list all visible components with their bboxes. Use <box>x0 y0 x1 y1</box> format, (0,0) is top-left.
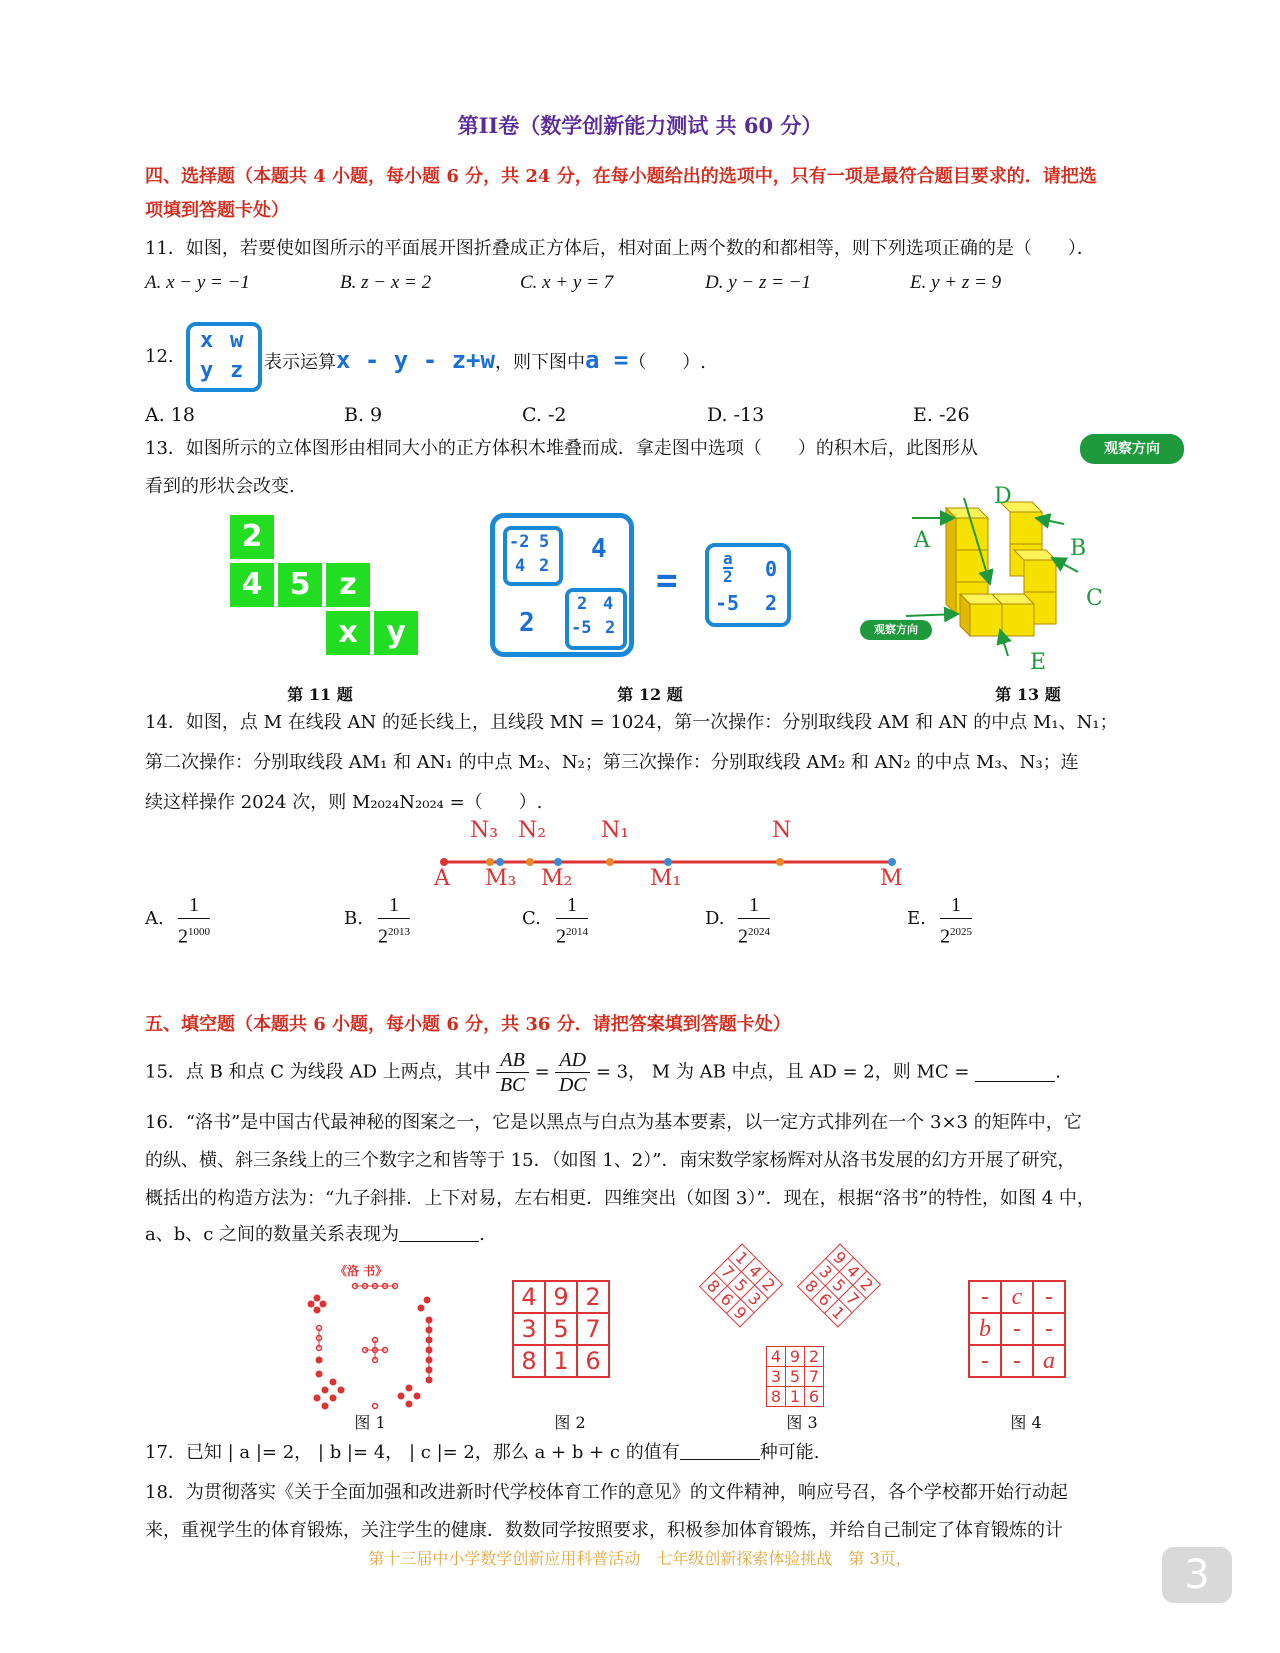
q12-result-fraction <box>723 551 733 585</box>
net-cell: 4 <box>230 563 274 607</box>
base: 2 <box>940 925 950 948</box>
dot <box>398 1393 405 1400</box>
q12-operation: x - y - z+w <box>336 346 495 374</box>
numerator: AD <box>555 1048 590 1073</box>
cell: 4 <box>513 1281 545 1313</box>
net-cell: 2 <box>230 515 274 559</box>
page-footer: 第十三届中小学数学创新应用科普活动 七年级创新探索体验挑战 第 3页， <box>368 1549 912 1568</box>
exponent: 2013 <box>388 926 410 938</box>
section4-header-line1: 四、选择题（本题共 4 小题，每小题 6 分，共 24 分，在每小题给出的选项中，只有一项是最符合题目要求的．请把选 <box>145 166 1097 187</box>
q14-option-b <box>378 892 410 950</box>
q12-option-d: D. -13 <box>707 404 765 426</box>
cell: a <box>1033 1345 1065 1377</box>
denominator <box>940 919 972 950</box>
cell: 6 <box>713 1286 741 1314</box>
cell: 4 <box>515 556 526 576</box>
cell: 3 <box>513 1313 545 1345</box>
denominator: DC <box>558 1074 587 1096</box>
cell: 3 <box>741 1285 769 1313</box>
cell: 1 <box>728 1244 756 1272</box>
cell: 2 <box>755 1271 783 1299</box>
cell: - <box>969 1281 1001 1313</box>
label-e: E <box>1030 650 1047 675</box>
cell: 5 <box>539 532 550 552</box>
point-n1 <box>606 858 614 866</box>
cell: 4 <box>603 594 614 614</box>
cell: - <box>969 1345 1001 1377</box>
cell: -5 <box>571 618 592 638</box>
q15-text-a: 15．点 B 和点 C 为线段 AD 上两点，其中 <box>145 1061 491 1083</box>
cell: 6 <box>577 1345 609 1377</box>
section4-header-line2: 项填到答题卡处） <box>145 200 289 221</box>
numerator: 1 <box>556 892 588 919</box>
cell: 9 <box>826 1244 854 1272</box>
cell: 8 <box>513 1345 545 1377</box>
label-a: A <box>434 866 450 891</box>
dot <box>373 1404 378 1409</box>
cell: 2 <box>805 1347 824 1367</box>
cell: 7 <box>805 1367 824 1387</box>
cell: 5 <box>727 1272 755 1300</box>
cube-face <box>970 604 1002 636</box>
q13-caption: 第 13 题 <box>995 685 1061 704</box>
q16-line4-end: . <box>479 1224 485 1245</box>
q12-var-a: a = <box>584 346 629 374</box>
fig4-caption: 图 4 <box>1010 1413 1042 1432</box>
q15-answer-blank <box>975 1063 1055 1082</box>
base: 2 <box>556 925 566 948</box>
q13-text-b: 看到的形状会改变. <box>145 476 295 497</box>
cube-face <box>1010 512 1042 544</box>
q14-option-c <box>556 892 588 950</box>
dot <box>406 1385 413 1392</box>
q11-caption: 第 11 题 <box>287 685 353 704</box>
diamond-grid-2 <box>797 1243 881 1327</box>
label-n1: N₁ <box>601 818 630 843</box>
q18-line1: 18．为贯彻落实《关于全面加强和改进新时代学校体育工作的意见》的文件精神，响应号召，各个学校都开始行动起 <box>145 1482 1068 1503</box>
q16-line4 <box>145 1218 1210 1252</box>
dot <box>414 1393 421 1400</box>
label-n2: N₂ <box>518 818 547 843</box>
cell: -2 <box>509 532 530 552</box>
cell: c <box>1001 1281 1033 1313</box>
q14-option-d <box>738 892 770 950</box>
label-c: C <box>1086 586 1103 611</box>
dot <box>338 1387 345 1394</box>
cell: 2 <box>853 1271 881 1299</box>
denominator: BC <box>499 1074 526 1096</box>
point-m2 <box>554 858 562 866</box>
base: 2 <box>178 925 188 948</box>
luoshu-title: 《洛 书》 <box>335 1264 388 1278</box>
q12-operator-box <box>186 322 262 392</box>
point-n3 <box>486 858 494 866</box>
cell: 0 <box>765 557 778 581</box>
magic-square-fig3 <box>766 1346 824 1407</box>
cell: 6 <box>805 1387 824 1407</box>
dot <box>322 1387 329 1394</box>
diamond-grid-1 <box>699 1243 783 1327</box>
cell: 2 <box>577 1281 609 1313</box>
exponent: 2014 <box>566 926 588 938</box>
arrow-view <box>906 614 958 616</box>
cell: 3 <box>767 1367 786 1387</box>
q12-equals: = <box>656 560 678 601</box>
q13-view-direction-small: 观察方向 <box>860 620 932 640</box>
exponent: 2025 <box>950 926 972 938</box>
fig3-caption: 图 3 <box>786 1413 818 1432</box>
base: 2 <box>378 925 388 948</box>
denominator <box>738 919 770 950</box>
cell: 7 <box>577 1313 609 1345</box>
base: 2 <box>738 925 748 948</box>
cube-face <box>1002 604 1034 636</box>
q14-option-e-letter: E. <box>907 908 926 929</box>
q12-number: 12. <box>145 346 174 367</box>
q13-text-a: 13．如图所示的立体图形由相同大小的正方体积木堆叠而成．拿走图中选项（ ）的积木后，此图形从 <box>145 438 978 459</box>
cell: 4 <box>839 1258 867 1286</box>
q15-frac-ab-bc <box>496 1048 528 1097</box>
q12-option-e: E. -26 <box>913 404 970 426</box>
dot <box>314 1295 321 1302</box>
q11-option-a: A. x − y = −1 <box>145 272 250 293</box>
dot <box>424 1297 431 1304</box>
q11-option-d: D. y − z = −1 <box>705 272 812 293</box>
cell: 4 <box>767 1347 786 1367</box>
cell: 4 <box>591 534 607 564</box>
net-cell: x <box>326 611 370 655</box>
cell: - <box>1001 1345 1033 1377</box>
q14-option-e <box>940 892 972 950</box>
numerator: 1 <box>738 892 770 919</box>
cell: 2 <box>577 594 588 614</box>
section5-header: 五、填空题（本题共 6 小题，每小题 6 分，共 36 分．请把答案填到答题卡处） <box>145 1014 791 1035</box>
q12-option-c: C. -2 <box>522 404 567 426</box>
dot <box>316 1357 323 1364</box>
point-m <box>888 858 896 866</box>
q14-line3: 续这样操作 2024 次，则 M₂₀₂₄N₂₀₂₄ =（ ）. <box>145 792 543 813</box>
q14-option-a-letter: A. <box>145 908 164 929</box>
q11-option-c: C. x + y = 7 <box>520 272 614 293</box>
q12-result-box <box>705 543 791 627</box>
point-m3 <box>496 858 504 866</box>
cell: 5 <box>786 1367 805 1387</box>
cell: - <box>1033 1281 1065 1313</box>
label-m: M <box>880 866 903 891</box>
cell: 9 <box>786 1347 805 1367</box>
cell: 7 <box>839 1285 867 1313</box>
cell: 5 <box>545 1313 577 1345</box>
cube-face <box>956 550 988 582</box>
dot <box>314 1307 321 1314</box>
dot <box>316 1371 323 1378</box>
numerator: 1 <box>178 892 210 919</box>
q14-option-b-letter: B. <box>344 908 363 929</box>
cell: 9 <box>727 1299 755 1327</box>
cell: 1 <box>545 1345 577 1377</box>
luoshu-figure <box>305 1278 445 1418</box>
exponent: 2024 <box>748 926 770 938</box>
net-cell: 5 <box>278 563 322 607</box>
q11-option-b: B. z − x = 2 <box>340 272 432 293</box>
cell: - <box>1001 1313 1033 1345</box>
point-m1 <box>664 858 672 866</box>
q12-caption: 第 12 题 <box>617 685 683 704</box>
dot <box>322 1403 329 1410</box>
q14-line1: 14．如图，点 M 在线段 AN 的延长线上，且线段 MN = 1024，第一次操作：分别取线段 AM 和 AN 的中点 M₁、N₁； <box>145 712 1118 733</box>
q16-line2: 的纵、横、斜三条线上的三个数字之和皆等于 15．（如图 1、2）”．南宋数学家杨辉对从洛书发展的幻方开展了研究， <box>145 1150 1076 1171</box>
net-cell: y <box>374 611 418 655</box>
q13-cube-figure <box>860 488 1120 678</box>
cell: b <box>969 1313 1001 1345</box>
magic-square-fig4 <box>968 1280 1066 1378</box>
point-a <box>440 858 448 866</box>
magic-square-fig2 <box>512 1280 610 1378</box>
cell: 8 <box>767 1387 786 1407</box>
cell: 4 <box>741 1258 769 1286</box>
cell: 8 <box>700 1272 728 1300</box>
dot <box>418 1305 425 1312</box>
cell: 2 <box>765 591 778 615</box>
q12-text-a: 表示运算 <box>264 352 336 373</box>
denominator <box>556 919 588 950</box>
q12-result-num: a <box>723 549 733 568</box>
cell: 2 <box>605 618 616 638</box>
dot <box>406 1401 413 1408</box>
q15-line <box>145 1048 1061 1097</box>
cell: 9 <box>545 1281 577 1313</box>
q12-box-y: y <box>200 358 214 383</box>
label-a: A <box>914 528 930 553</box>
label-m1: M₁ <box>650 866 682 891</box>
cell: 5 <box>825 1272 853 1300</box>
q12-text-c: （ ）. <box>628 352 707 373</box>
q15-text-c: . <box>1055 1061 1061 1083</box>
q15-frac-ad-dc <box>555 1048 590 1097</box>
point-n2 <box>526 858 534 866</box>
numerator: AB <box>496 1048 528 1073</box>
q11-option-e: E. y + z = 9 <box>910 272 1002 293</box>
q16-line3: 概括出的构造方法为：“九子斜排．上下对易，左右相更．四维突出（如图 3）”．现在，根据“洛书”的特性，如图 4 中， <box>145 1188 1095 1209</box>
point-n <box>776 858 784 866</box>
cell: - <box>1033 1313 1065 1345</box>
dot <box>330 1395 337 1402</box>
q14-option-c-letter: C. <box>522 908 541 929</box>
label-m2: M₂ <box>541 866 573 891</box>
page-number-badge[interactable]: 3 <box>1162 1547 1232 1603</box>
q18-line2: 来，重视学生的体育锻炼，关注学生的健康．数数同学按照要求，积极参加体育锻炼，并给自己制定了体育锻炼的计 <box>145 1520 1063 1541</box>
page-title: 第II卷（数学创新能力测试 共 60 分） <box>457 113 823 138</box>
q17-answer-blank <box>680 1441 760 1460</box>
exponent: 1000 <box>188 926 210 938</box>
cell: 3 <box>812 1258 840 1286</box>
label-d: D <box>994 484 1012 509</box>
label-b: B <box>1070 536 1087 561</box>
dot <box>314 1395 321 1402</box>
q12-option-a: A. 18 <box>145 404 195 426</box>
dot <box>320 1301 327 1308</box>
fig1-caption: 图 1 <box>354 1413 386 1432</box>
fig2-caption: 图 2 <box>554 1413 586 1432</box>
dot <box>330 1379 337 1386</box>
q16-answer-blank <box>399 1223 479 1242</box>
q15-text-b: = 3， M 为 AB 中点，且 AD = 2，则 MC = <box>595 1061 970 1083</box>
cell: 8 <box>798 1272 826 1300</box>
q12-box-x: x <box>200 328 214 353</box>
cell: 1 <box>786 1387 805 1407</box>
q14-line2: 第二次操作：分别取线段 AM₁ 和 AN₁ 的中点 M₂、N₂；第三次操作：分别取线段 AM₂ 和 AN₂ 的中点 M₃、N₃；连 <box>145 752 1079 773</box>
net-cell: z <box>326 563 370 607</box>
q12-box-z: z <box>230 358 244 383</box>
cell: 7 <box>714 1258 742 1286</box>
q12-inner-box-1 <box>503 526 563 586</box>
q17-text-b: 种可能. <box>759 1442 820 1463</box>
cube-side <box>946 508 956 614</box>
cell: 1 <box>825 1299 853 1327</box>
label-n: N <box>772 818 792 843</box>
q11-text: 11．如图，若要使如图所示的平面展开图折叠成正方体后，相对面上两个数的和都相等，则下列选项正确的是（ ）． <box>145 238 1095 259</box>
cube-face <box>1024 560 1056 592</box>
q12-inner-box-2 <box>565 588 627 650</box>
q12-text <box>264 346 706 374</box>
denominator <box>378 919 410 950</box>
q15-eq: = <box>534 1061 550 1083</box>
q17-line <box>145 1436 1210 1470</box>
q12-result-den: 2 <box>723 567 733 586</box>
q12-text-b: ，则下图中 <box>494 352 585 373</box>
q12-box-w: w <box>230 328 244 353</box>
diamond-left <box>702 1245 788 1331</box>
q14-option-d-letter: D. <box>705 908 725 929</box>
label-n3: N₃ <box>470 818 499 843</box>
q16-line1: 16．“洛书”是中国古代最神秘的图案之一，它是以黑点与白点为基本要素，以一定方式排列在一个 3×3 的矩阵中，它 <box>145 1112 1082 1133</box>
diamond-right <box>800 1245 886 1331</box>
numerator: 1 <box>378 892 410 919</box>
q16-line4-text: a、b、c 之间的数量关系表现为 <box>145 1224 400 1245</box>
dot <box>308 1301 315 1308</box>
label-m3: M₃ <box>485 866 517 891</box>
cell: -5 <box>715 591 740 615</box>
cell: 2 <box>519 608 535 638</box>
q13-view-direction-badge: 观察方向 <box>1080 434 1184 464</box>
cell: 6 <box>811 1286 839 1314</box>
q12-option-b: B. 9 <box>344 404 383 426</box>
q14-option-a <box>178 892 210 950</box>
denominator <box>178 919 210 950</box>
q12-big-box <box>490 513 634 657</box>
numerator: 1 <box>940 892 972 919</box>
q17-text-a: 17．已知 | a |= 2， | b |= 4， | c |= 2，那么 a + b + c 的值有 <box>145 1442 680 1463</box>
cell: 2 <box>539 556 550 576</box>
